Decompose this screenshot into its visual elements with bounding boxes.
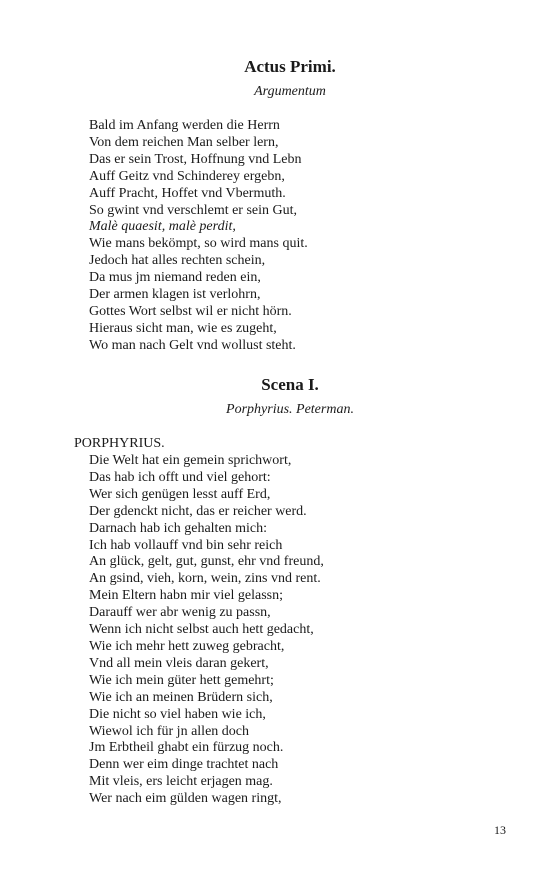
verse-line: Wer sich genügen lesst auff Erd, <box>89 486 271 502</box>
scene-characters: Porphyrius. Peterman. <box>226 402 354 417</box>
verse-line: Wie ich mein güter hett gemehrt; <box>89 672 274 688</box>
verse-line: Der gdenckt nicht, das er reicher werd. <box>89 503 307 519</box>
speaker-name: PORPHYRIUS. <box>74 436 165 451</box>
verse-line: Die Welt hat ein gemein sprichwort, <box>89 453 292 468</box>
verse-line: Auff Geitz vnd Schinderey ergebn, <box>89 168 285 184</box>
act-title: Actus Primi. <box>244 57 336 76</box>
verse-line: Von dem reichen Man selber lern, <box>89 134 279 150</box>
verse-line: Wie ich an meinen Brüdern sich, <box>89 689 273 705</box>
verse-line: Wo man nach Gelt vnd wollust steht. <box>89 337 296 353</box>
verse-line: Darnach hab ich gehalten mich: <box>89 520 268 536</box>
argument-verses <box>89 118 308 355</box>
verse-line: An gsind, vieh, korn, wein, zins vnd rent. <box>89 571 321 587</box>
verse-line: Die nicht so viel haben wie ich, <box>89 706 266 722</box>
verse-line: Mit vleis, ers leicht erjagen mag. <box>89 774 273 790</box>
verse-line: An glück, gelt, gut, gunst, ehr vnd freund, <box>89 554 324 570</box>
verse-line: Auff Pracht, Hoffet vnd Vbermuth. <box>89 185 286 201</box>
scene-title: Scena I. <box>261 375 319 394</box>
verse-line: Denn wer eim dinge trachtet nach <box>89 757 279 773</box>
verse-line: Der armen klagen ist verlohrn, <box>89 287 261 303</box>
verse-line: Jedoch hat alles rechten schein, <box>89 253 266 269</box>
scene-verses <box>89 453 324 808</box>
act-subtitle: Argumentum <box>254 84 326 99</box>
verse-line: Da mus jm niemand reden ein, <box>89 270 261 286</box>
verse-line: Wie mans bekömpt, so wird mans quit. <box>89 236 308 252</box>
verse-line: Wiewol ich für jn allen doch <box>89 723 249 739</box>
verse-line: Das hab ich offt und viel gehort: <box>89 469 271 485</box>
verse-line-latin: Malè quaesit, malè perdit, <box>89 219 236 235</box>
verse-line: Wie ich mehr hett zuweg gebracht, <box>89 638 285 654</box>
verse-line: Hieraus sicht man, wie es zugeht, <box>89 320 277 336</box>
verse-line: Wer nach eim gülden wagen ringt, <box>89 791 282 807</box>
verse-line: Ich hab vollauff vnd bin sehr reich <box>89 537 283 553</box>
verse-line: Darauff wer abr wenig zu passn, <box>89 605 271 621</box>
page-number: 13 <box>494 823 506 837</box>
verse-line: Das er sein Trost, Hoffnung vnd Lebn <box>89 151 302 167</box>
verse-line: Jm Erbtheil ghabt ein fürzug noch. <box>89 740 284 756</box>
verse-line: Mein Eltern habn mir viel gelassn; <box>89 588 284 604</box>
verse-line: Gottes Wort selbst wil er nicht hörn. <box>89 303 292 319</box>
verse-line: Wenn ich nicht selbst auch hett gedacht, <box>89 622 314 638</box>
verse-line: Bald im Anfang werden die Herrn <box>89 118 280 133</box>
verse-line: So gwint vnd verschlemt er sein Gut, <box>89 202 298 218</box>
verse-line: Vnd all mein vleis daran gekert, <box>89 655 269 671</box>
